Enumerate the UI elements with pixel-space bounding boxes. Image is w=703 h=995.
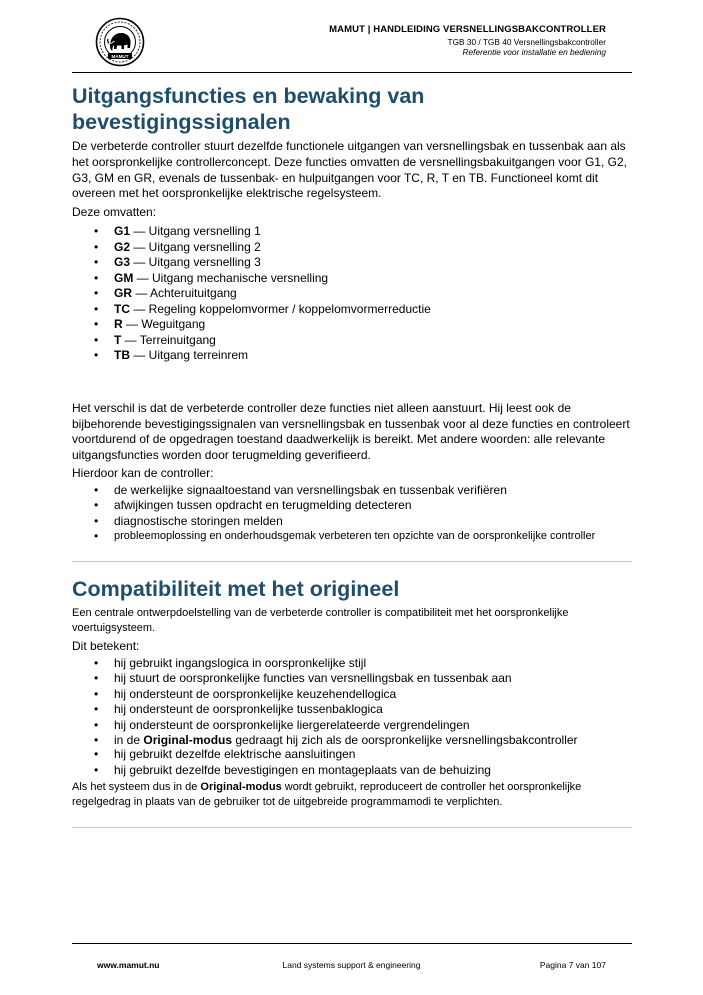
list-item: • T — Terreinuitgang	[114, 333, 632, 349]
list-item: • hij gebruikt dezelfde bevestigingen en montageplaats van de behuizing	[114, 763, 632, 779]
list-item: • in de Original-modus gedraagt hij zich als de oorspronkelijke versnellingsbakcontroller	[114, 733, 632, 747]
list-item: • afwijkingen tussen opdracht en terugmelding detecteren	[114, 498, 632, 514]
logo-lettering: MAMUT	[111, 53, 129, 59]
mamut-logo	[95, 17, 145, 67]
footer-website: www.mamut.nu	[97, 960, 160, 970]
list-item: • hij ondersteunt de oorspronkelijke liergerelateerde vergrendelingen	[114, 718, 632, 734]
header-divider	[72, 72, 632, 73]
section1-intro: De verbeterde controller stuurt dezelfde functionele uitgangen van versnellingsbak en tussenbak aan als het oorspronkelijke controllerconcept. Deze functies omvatten de versnellingsbakuitgangen voor G1, G2, G3, GM en GR, evenals de tussenbak- en hulpuitgangen voor TC, R, T en TB. Functioneel komt dit overeen met het oorspronkelijke elektrische regelsysteem.	[72, 139, 627, 201]
section-heading-output-functions: Uitgangsfuncties en bewaking van bevestigingssignalen	[72, 84, 425, 135]
list-item: • G3 — Uitgang versnelling 3	[114, 255, 632, 271]
list-item: • hij gebruikt dezelfde elektrische aansluitingen	[114, 747, 632, 763]
header-reference: Referentie voor installatie en bediening	[462, 47, 606, 58]
list-item: • TB — Uitgang terreinrem	[114, 348, 632, 364]
list-item: • TC — Regeling koppelomvormer / koppelomvormerreductie	[114, 302, 632, 318]
list-item: • R — Weguitgang	[114, 317, 632, 333]
footer-page-number: Pagina 7 van 107	[539, 960, 606, 970]
list-item: • diagnostische storingen melden	[114, 514, 632, 530]
list-item: • hij gebruikt ingangslogica in oorspronkelijke stijl	[114, 656, 632, 672]
outputs-list	[72, 224, 632, 364]
header-title: MAMUT | HANDLEIDING VERSNELLINGSBAKCONTROLLER	[329, 24, 606, 35]
list-item: • de werkelijke signaaltoestand van versnellingsbak en tussenbak verifiëren	[114, 483, 632, 499]
feedback-difference-paragraph: Het verschil is dat de verbeterde controller deze functies niet alleen aanstuurt. Hij leest ook de bijbehorende bevestigingssignalen van versnellingsbak en tussenbak voor al deze functies en controleert voortdurend of de opgedragen toestand daadwerkelijk is bereikt. Met andere woorden: alle relevante uitgangsfuncties worden door terugmelding geverifieerd.	[72, 400, 630, 462]
list-item: • GM — Uitgang mechanische versnelling	[114, 271, 632, 287]
compatibility-list	[72, 656, 632, 779]
compatibility-closing: Als het systeem dus in de Original-modus wordt gebruikt, reproduceert de controller het oorspronkelijke regelgedrag in plaats van de gebruiker tot de uitgebreide programmamodi te verplichten.	[72, 781, 582, 809]
page-header	[329, 24, 606, 58]
compatibility-list-intro: Dit betekent:	[72, 639, 140, 654]
list-item: • hij ondersteunt de oorspronkelijke tussenbaklogica	[114, 702, 632, 718]
section-divider	[72, 827, 632, 828]
list-item: • G1 — Uitgang versnelling 1	[114, 224, 632, 240]
list-item: • G2 — Uitgang versnelling 2	[114, 240, 632, 256]
section-heading-compatibility: Compatibiliteit met het origineel	[72, 576, 400, 601]
page-content	[72, 83, 632, 828]
list-item: • GR — Achteruituitgang	[114, 286, 632, 302]
list-item: • hij ondersteunt de oorspronkelijke keuzehendellogica	[114, 687, 632, 703]
list-item: • hij stuurt de oorspronkelijke functies van versnellingsbak en tussenbak aan	[114, 671, 632, 687]
capabilities-list	[72, 483, 632, 545]
list-item: • probleemoplossing en onderhoudsgemak verbeteren ten opzichte van de oorspronkelijke controller	[114, 529, 632, 545]
outputs-list-intro: Deze omvatten:	[72, 204, 157, 219]
footer-divider	[72, 943, 632, 944]
footer-tagline: Land systems support & engineering	[282, 960, 421, 970]
section-divider	[72, 561, 632, 562]
header-subtitle: TGB 30 / TGB 40 Versnellingsbakcontroller	[447, 36, 606, 47]
section2-intro: Een centrale ontwerpdoelstelling van de verbeterde controller is compatibiliteit met het oorspronkelijke voertuigsysteem.	[72, 607, 569, 635]
capabilities-intro: Hierdoor kan de controller:	[72, 466, 214, 481]
